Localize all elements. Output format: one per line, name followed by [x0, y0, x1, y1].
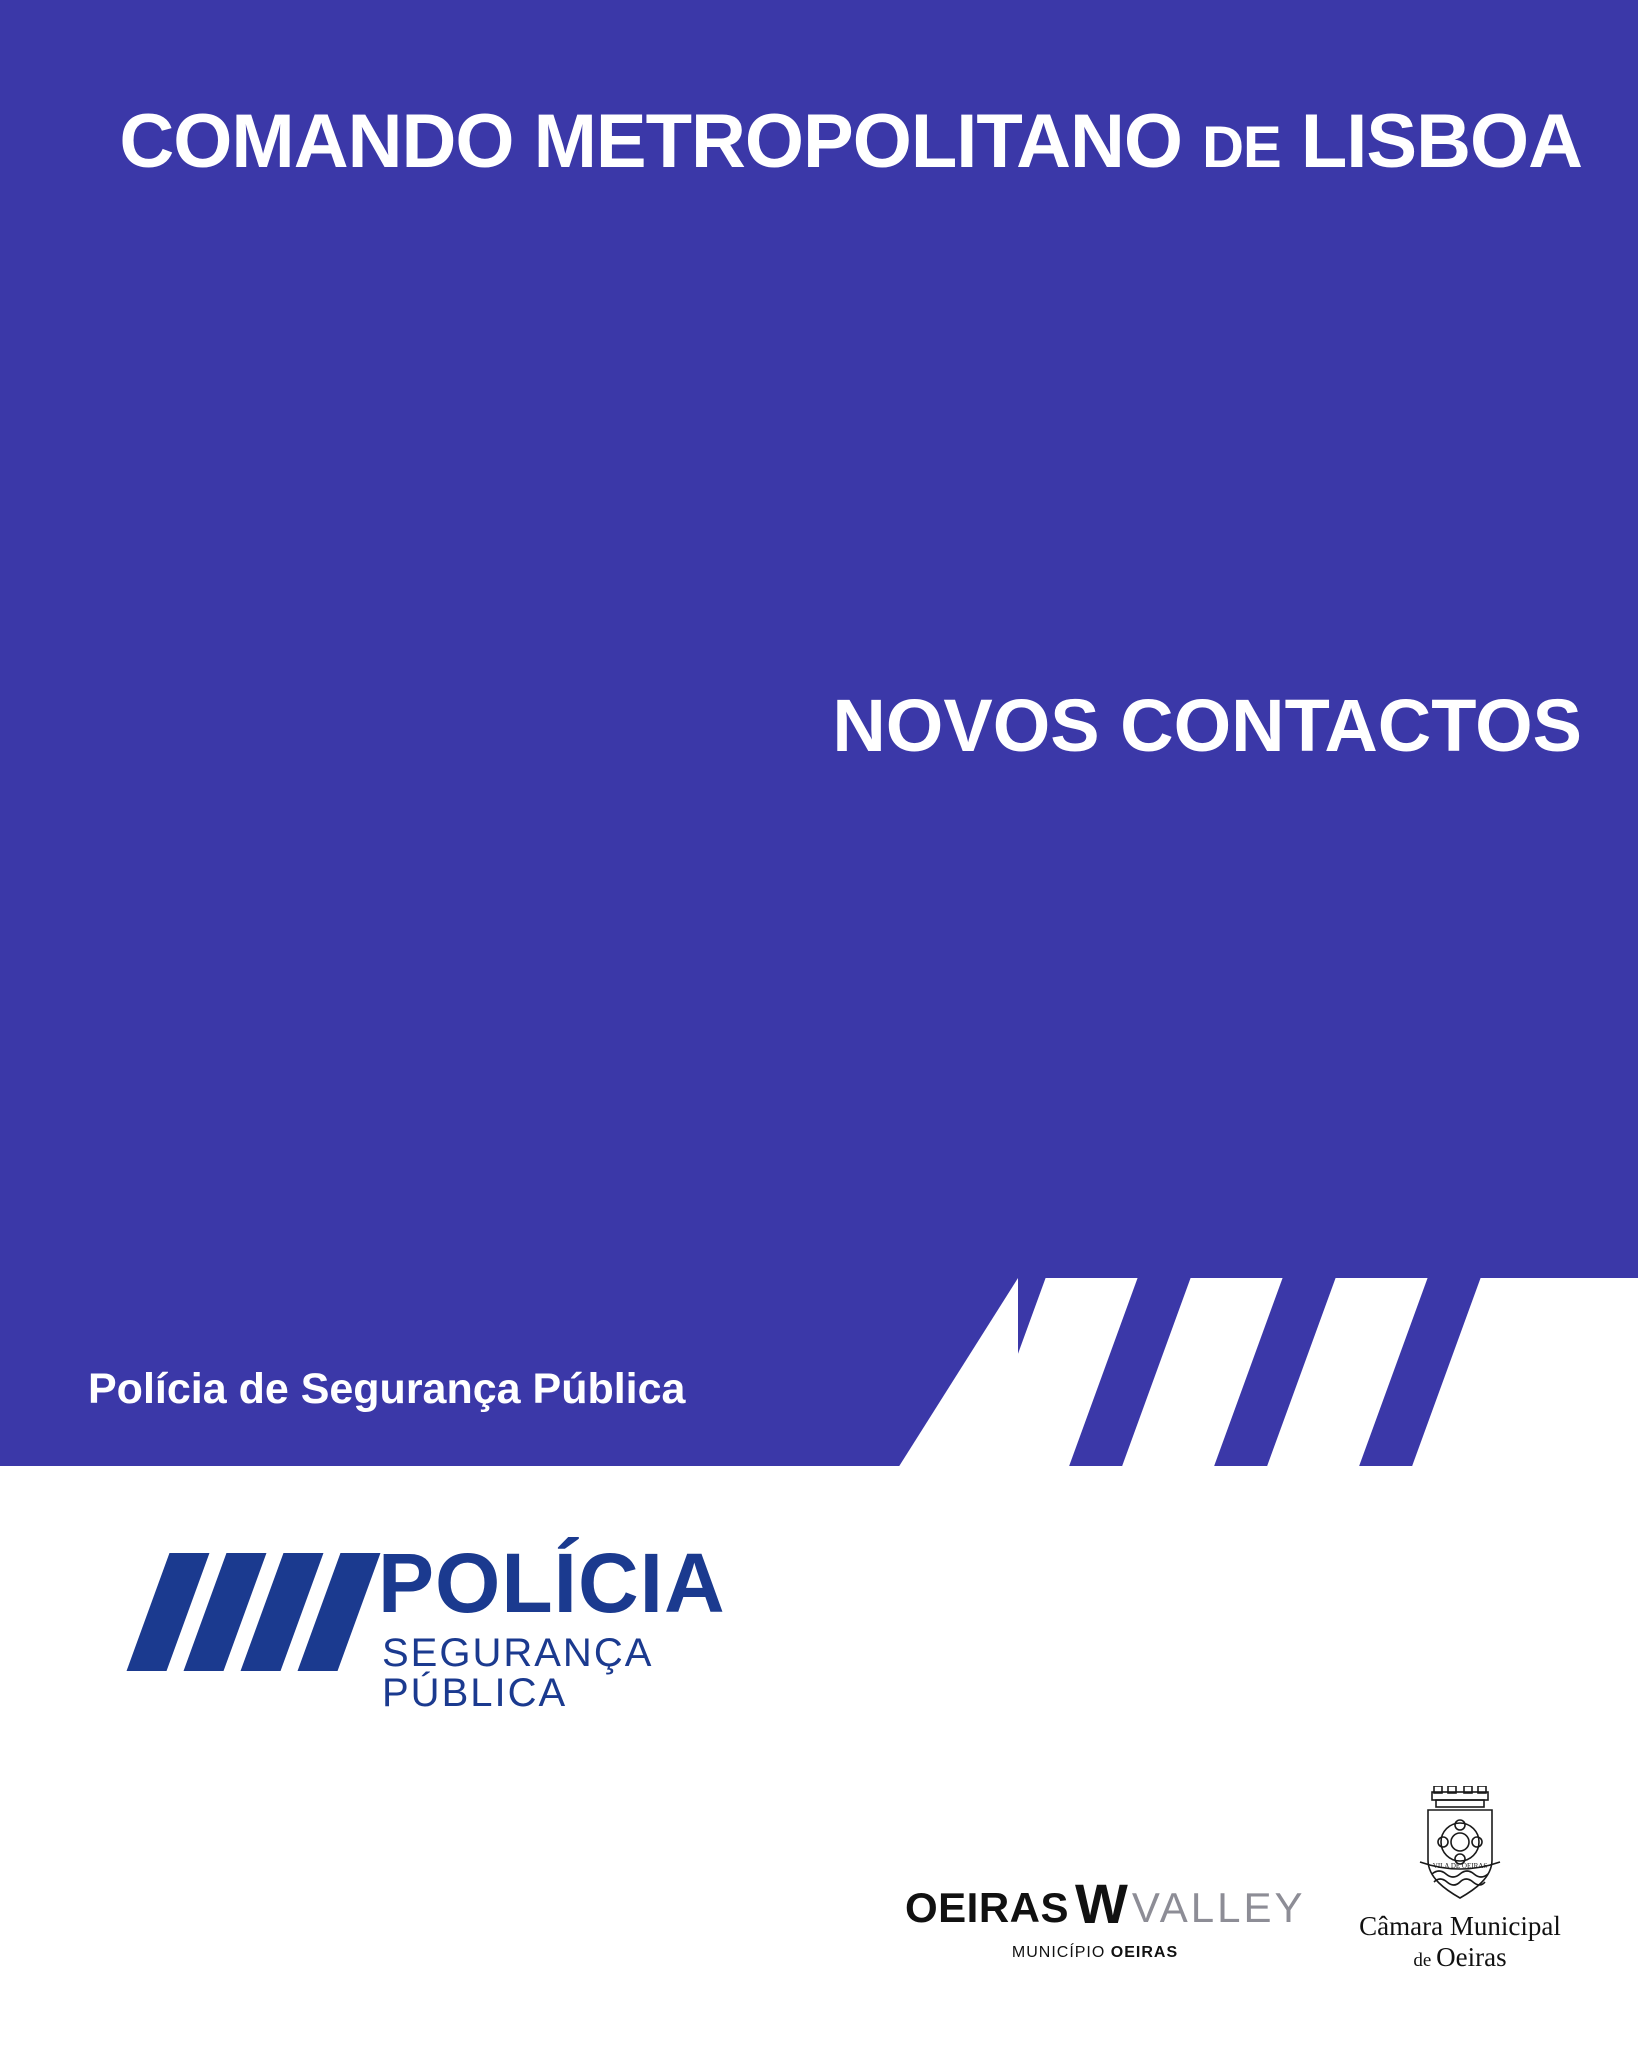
camara-municipal-line2: [1345, 1942, 1575, 1973]
oeiras-valley-logo: [905, 1872, 1306, 1990]
oeiras-valley-caption-prefix: MUNICÍPIO: [1011, 1944, 1111, 1961]
psp-logo-word: POLÍCIA: [378, 1536, 726, 1630]
psp-logo-subtitle: SEGURANÇA PÚBLICA: [382, 1631, 652, 1715]
stripe-wedge: [1498, 1278, 1638, 1466]
oeiras-valley-valley: VALLEY: [1131, 1884, 1306, 1931]
camara-municipal-line2-prefix: de: [1413, 1949, 1437, 1971]
oeiras-valley-v-icon: W: [1075, 1872, 1128, 1935]
title-place: LISBOA: [1300, 99, 1582, 184]
title-connector: DE: [1202, 115, 1281, 180]
stripe-bar: [1121, 1278, 1282, 1466]
svg-text:VILA DE OEIRAS: VILA DE OEIRAS: [1432, 1862, 1488, 1870]
title-main: COMANDO METROPOLITANO: [119, 99, 1183, 184]
psp-slashes-icon: [130, 1553, 360, 1671]
psp-logo: [130, 1536, 790, 1715]
oeiras-valley-name: OEIRAS: [905, 1884, 1070, 1931]
diagonal-stripes-decoration: [908, 1258, 1638, 1466]
organization-name: Polícia de Segurança Pública: [88, 1365, 686, 1413]
oeiras-valley-caption-strong: OEIRAS: [1110, 1944, 1179, 1961]
oeiras-valley-caption: [905, 1944, 1285, 1962]
camara-municipal-oeiras-logo: [1345, 1786, 1575, 1973]
oeiras-coat-of-arms-icon: [1408, 1786, 1512, 1906]
camara-municipal-line1: Câmara Municipal: [1359, 1911, 1561, 1941]
stripe-bar: [1266, 1278, 1427, 1466]
page-title: [62, 98, 1582, 185]
page-subtitle: NOVOS CONTACTOS: [832, 684, 1582, 767]
camara-municipal-line2-main: Oeiras: [1436, 1941, 1507, 1972]
oeiras-valley-wordmark: [905, 1872, 1306, 1936]
